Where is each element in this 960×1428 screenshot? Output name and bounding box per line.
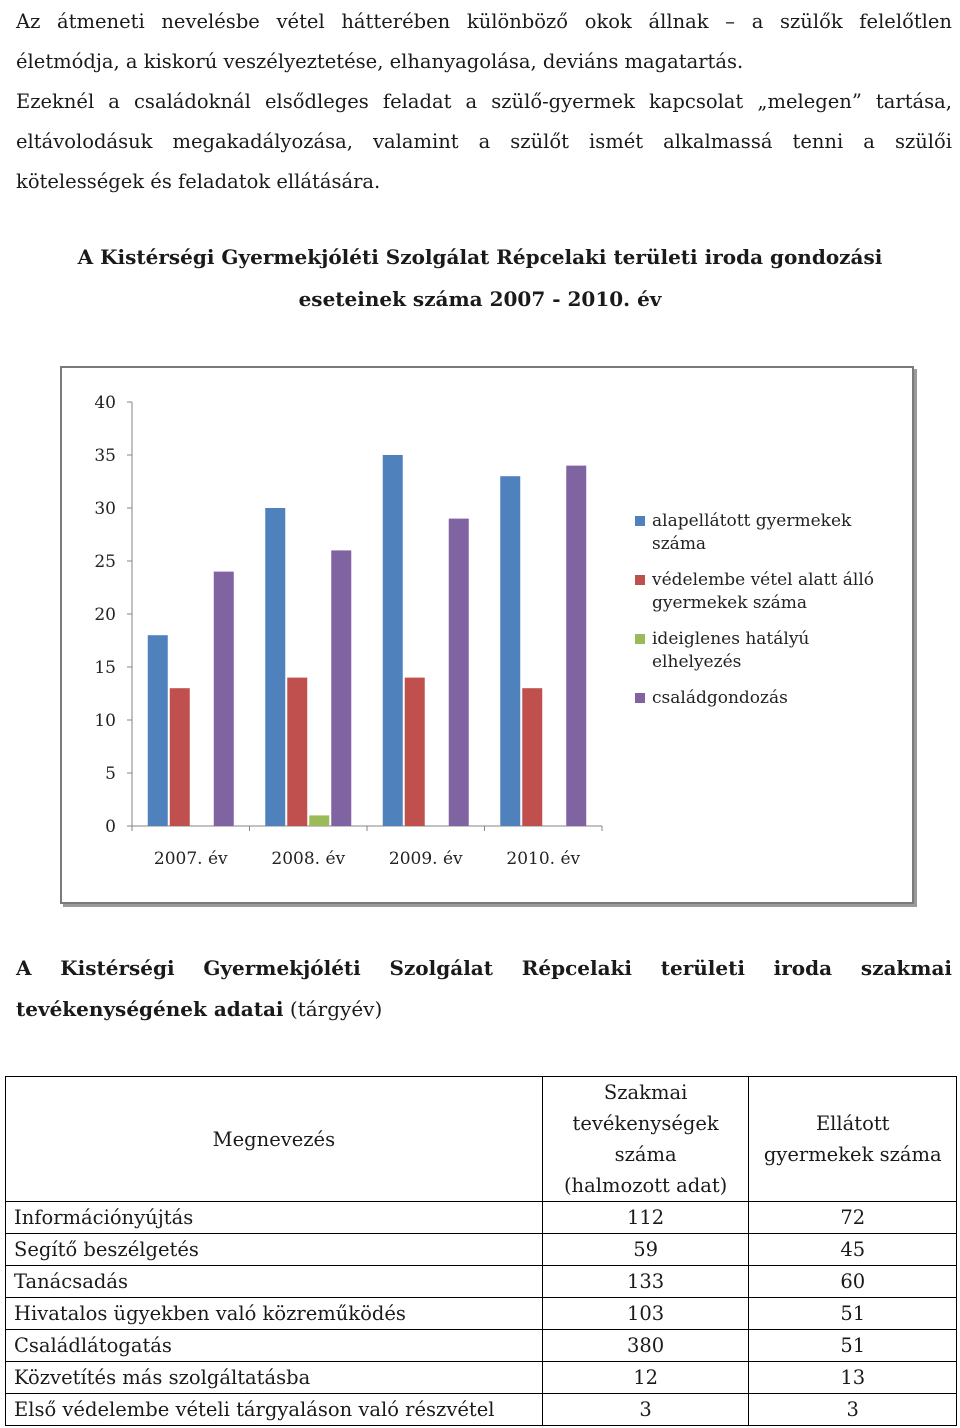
table-heading-line2 <box>16 989 952 1030</box>
chart-frame <box>60 366 914 904</box>
table-header-row <box>6 1077 957 1202</box>
header-activities-line: (halmozott adat) <box>563 1174 728 1197</box>
row-activities: 380 <box>542 1330 749 1362</box>
row-name: Tanácsadás <box>6 1266 543 1298</box>
header-children-line: gyermekek száma <box>763 1143 942 1166</box>
legend-swatch <box>635 693 645 703</box>
intro-line: kötelességek és feladatok ellátására. <box>16 170 381 193</box>
table-row <box>6 1202 957 1234</box>
bar <box>331 550 351 826</box>
header-activities-line: Szakmai <box>603 1081 688 1104</box>
legend-swatch <box>635 516 645 526</box>
row-name: Közvetítés más szolgáltatásba <box>6 1362 543 1394</box>
x-tick-label: 2008. év <box>271 849 346 869</box>
bar <box>214 572 234 826</box>
bar <box>383 455 403 826</box>
header-activities-line: száma <box>614 1143 677 1166</box>
legend-swatch <box>635 575 645 585</box>
x-tick-label: 2007. év <box>153 849 228 869</box>
intro-line: Ezeknél a családoknál elsődleges feladat a szülő-gyermek kapcsolat „melegen” tartása, <box>16 90 952 113</box>
legend-label: elhelyezés <box>652 652 742 672</box>
row-children: 45 <box>749 1234 957 1266</box>
intro-line: eltávolodásuk megakadályozása, valamint a szülőt ismét alkalmassá tenni a szülői <box>16 130 952 153</box>
activity-table <box>5 1076 957 1426</box>
chart-heading <box>0 236 960 320</box>
row-children: 13 <box>749 1362 957 1394</box>
bar <box>405 678 425 826</box>
intro-paragraph <box>16 2 952 202</box>
y-tick-label: 10 <box>94 711 116 731</box>
bar <box>566 466 586 826</box>
row-name: Hivatalos ügyekben való közreműködés <box>6 1298 543 1330</box>
bar-chart <box>62 368 912 902</box>
row-children: 51 <box>749 1298 957 1330</box>
row-activities: 103 <box>542 1298 749 1330</box>
intro-line: Az átmeneti nevelésbe vétel hátterében különböző okok állnak – a szülők felelőtlen <box>16 10 952 33</box>
header-activities <box>542 1077 749 1202</box>
intro-line: életmódja, a kiskorú veszélyeztetése, elhanyagolása, deviáns magatartás. <box>16 50 744 73</box>
chart-heading-line2: eseteinek száma 2007 - 2010. év <box>298 287 662 311</box>
row-activities: 112 <box>542 1202 749 1234</box>
bar <box>522 688 542 826</box>
y-tick-label: 5 <box>105 764 116 784</box>
table-heading-bold: tevékenységének adatai <box>16 997 284 1021</box>
x-tick-label: 2009. év <box>388 849 463 869</box>
header-activities-line: tevékenységek <box>572 1112 719 1135</box>
row-children: 51 <box>749 1330 957 1362</box>
y-tick-label: 35 <box>94 446 116 466</box>
table-heading-rest: (tárgyév) <box>283 997 383 1021</box>
bar <box>309 815 329 826</box>
header-name: Megnevezés <box>6 1077 543 1202</box>
chart-heading-line1: A Kistérségi Gyermekjóléti Szolgálat Répcelaki területi iroda gondozási <box>77 245 883 269</box>
row-children: 60 <box>749 1266 957 1298</box>
row-name: Segítő beszélgetés <box>6 1234 543 1266</box>
legend-label: védelembe vétel alatt álló <box>652 570 874 590</box>
row-name: Első védelembe vételi tárgyaláson való részvétel <box>6 1394 543 1426</box>
row-activities: 59 <box>542 1234 749 1266</box>
bar <box>265 508 285 826</box>
y-tick-label: 0 <box>105 817 116 837</box>
table-row <box>6 1394 957 1426</box>
y-tick-label: 15 <box>94 658 116 678</box>
header-children <box>749 1077 957 1202</box>
row-activities: 133 <box>542 1266 749 1298</box>
x-tick-label: 2010. év <box>506 849 581 869</box>
row-children: 72 <box>749 1202 957 1234</box>
table-row <box>6 1266 957 1298</box>
legend-label: gyermekek száma <box>652 593 807 613</box>
table-row <box>6 1298 957 1330</box>
legend-label: alapellátott gyermekek <box>652 511 852 531</box>
row-activities: 12 <box>542 1362 749 1394</box>
row-name: Családlátogatás <box>6 1330 543 1362</box>
bar <box>287 678 307 826</box>
bar <box>500 476 520 826</box>
row-children: 3 <box>749 1394 957 1426</box>
table-heading-line1: A Kistérségi Gyermekjóléti Szolgálat Répcelaki területi iroda szakmai <box>16 956 952 980</box>
row-name: Információnyújtás <box>6 1202 543 1234</box>
y-tick-label: 20 <box>94 605 116 625</box>
table-row <box>6 1362 957 1394</box>
bar <box>170 688 190 826</box>
y-tick-label: 25 <box>94 552 116 572</box>
legend-label: száma <box>652 534 707 554</box>
row-activities: 3 <box>542 1394 749 1426</box>
legend-label: családgondozás <box>652 688 788 708</box>
bar <box>148 635 168 826</box>
table-heading <box>16 948 952 1030</box>
bar <box>449 519 469 826</box>
table-row <box>6 1234 957 1266</box>
y-tick-label: 40 <box>94 393 116 413</box>
legend-label: ideiglenes hatályú <box>652 629 810 649</box>
header-children-line: Ellátott <box>815 1112 890 1135</box>
y-tick-label: 30 <box>94 499 116 519</box>
legend-swatch <box>635 634 645 644</box>
table-row <box>6 1330 957 1362</box>
